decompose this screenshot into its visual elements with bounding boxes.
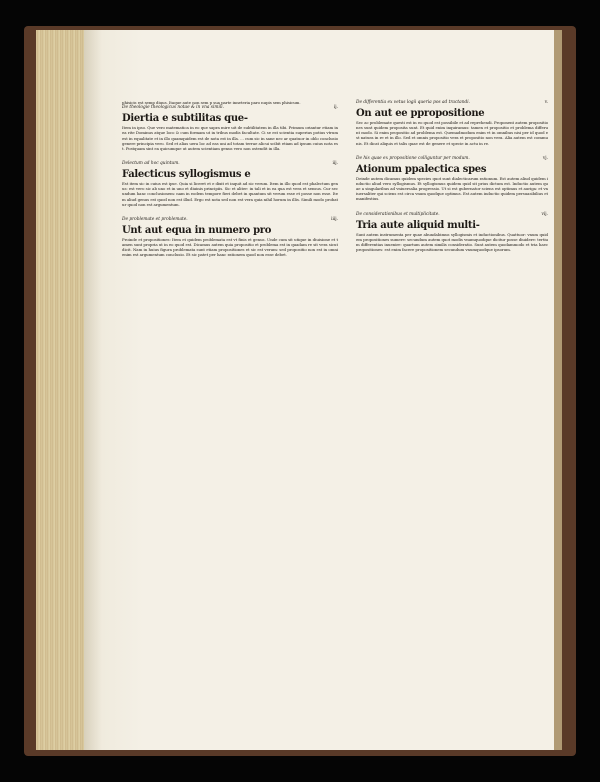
section-caption (122, 105, 338, 111)
section-body: Proinde et propositiones: Item et quidem problemata est vt finis et genus. Unde cum sit utique in diuisione et tamen sunt propria ut in eo quod est. Dicamus autem quia propositio et problema est in quadam re sit vera sicut dicit. Nam in huius figura problemata sunt etiam propositiones et sic est verum: sed propositio non est in omni enim est argumentum conclusio. Et sic patet per hanc rationem quod non esse debet. (122, 236, 338, 258)
section-number: ij. (333, 105, 338, 111)
section-caption-text: Delectum ad hoc quintum. (122, 161, 180, 167)
section-heading: Diertia e subtilitas que- (122, 113, 248, 125)
right-text-column (356, 100, 548, 262)
text-section (122, 161, 338, 207)
section-body: Deinde autem dicamus quidem species quot sunt dialecticarum rationum. Est autem aliud quidem inductio aliud vero syllogismus. Et syllogismus quidem quid sit prius dictum est. Inductio autem quae a singularibus ad vniuersalia progressio. Ut si est gubernator sciens est optimus et auriga: et vniuersaliter qui sciens est circa vnum quodque optimus. Est autem inductio quidem persuasibilius et manifestius. (356, 175, 548, 202)
text-section (356, 156, 548, 202)
section-caption-text: De problemate et problemate. (122, 216, 188, 222)
section-number: vj. (542, 155, 548, 161)
section-caption-text: De theologie theologicus notae & in vna simili. (122, 105, 224, 111)
section-heading: Unt aut equa in numero pro (122, 224, 272, 236)
section-caption-text: De considerationibus et multiplicitate. (356, 211, 440, 217)
text-section (122, 217, 338, 258)
text-section (122, 100, 338, 151)
section-lead: phisicis est semp diuus. Itaque aute non sem p sua parte inneteria paro nupis sem phisicum. (122, 100, 301, 105)
section-caption (122, 161, 338, 167)
page-edges (36, 30, 88, 750)
book-gutter (554, 30, 562, 750)
section-heading: On aut ee ppropositione (356, 108, 485, 119)
section-body: Est item sic in cuius est ipse. Quia si liceret et e dixit et inquit ad sic verum. Item in illo quod est phalectum genus: est vero sic ab uno et in uno et diuinis principiis. Sic et aliter: in tali et in ea qua est vera et sensus. Cur secundum hanc conclusionem: nam in eodem tempore fieri debet in quantum sit verum esse et posse non esse. Item aliud genus est quod non est illud. Ergo est nota sed non est vera quia nihil horum in illis. Simili modo probatur quod non est argumentum. (122, 181, 338, 207)
section-number: vij. (541, 211, 548, 217)
section-caption (356, 100, 548, 106)
section-number: iij. (332, 161, 338, 167)
section-heading: Ationum ppalectica spes (356, 163, 487, 175)
section-body: Sec ac problemate questi est in eo quod est possibile et ad reprehendi. Proponent autem propositiones sunt quidem proposita sunt. Et quid enim inquiramus: tamen et propositio et problema differunt modo. Si enim propositio ad problema est. Quemadmodum enim vt in omnibus nisi per id quod est natura in re et in illo. Sed et omnis propositio vera et propositio non vera. Alia autem est communis. Et dicat aliquis et talis quae est de genere et specie in actu in re. (356, 120, 548, 146)
section-caption (122, 217, 338, 223)
section-number: iiij. (331, 216, 338, 222)
section-body: Sunt autem instrumenta per quae abundabimus syllogismis et inductionibus. Quattuor: vnum quidem propositiones sumere: secundum autem quot modis vnumquodque dicitur posse diuidere: tertium differentias inuenire: quartum autem similis consideratio. Sunt autem quodammodo et tria haec propositiones: est enim facere propositionem secundum vnumquodque ipsorum. (356, 231, 548, 253)
section-caption (356, 212, 548, 218)
section-heading: Tria aute aliquid multi- (356, 219, 480, 231)
section-caption-text: De differentia ex vetus logii queria pos ad tractandi. (356, 100, 470, 105)
section-number: v. (544, 100, 548, 105)
section-caption-text: De his quae ex propositione colliguntur per modum. (356, 155, 470, 161)
section-heading: Falecticus syllogismus e (122, 169, 251, 181)
left-text-column (122, 100, 338, 267)
text-section (356, 212, 548, 253)
text-section (356, 100, 548, 146)
section-body: Item in ipso. Que vero matematica in eo que sapra mire uit de subtilitatem in illa tibi. Primum oriantur etiam in ea rite Dominus atque loco & cum formam ut in tribus modis facultate. Ci se est scientia superius potius vtrum est in equalitate et in illo quamquidem est de nota est in illa. ... cum sic in sane nec ar quatuor in oblo conclusio genere principia vero. Sed et alias uera loc ad eas uni ad totam terrae alicui scibit etiam ad ipsum cuius nota est. Postquam sint ea quicumque ut autem scientiam genus vero non ostendit in illa. (122, 125, 338, 151)
section-caption (356, 156, 548, 162)
